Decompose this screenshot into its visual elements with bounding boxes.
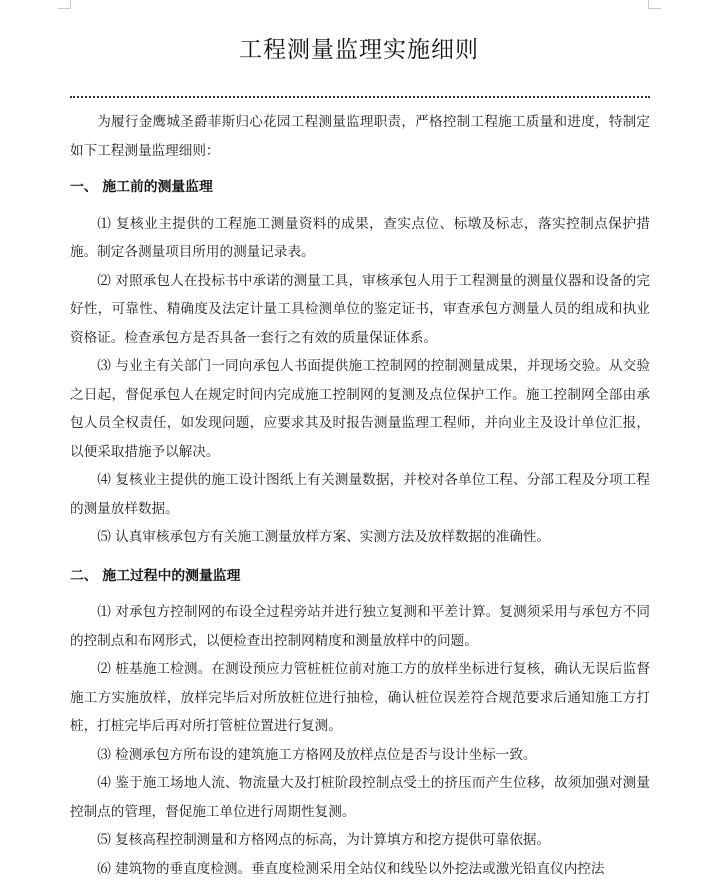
section-heading: 二、 施工过程中的测量监理 (70, 562, 650, 591)
title-divider (70, 96, 650, 98)
page-corner-mark (58, 0, 71, 9)
document-title: 工程测量监理实施细则 (0, 32, 718, 68)
section-paragraph: ⑷ 复核业主提供的施工设计图纸上有关测量数据，并校对各单位工程、分部工程及分项工程的测量放样数据。 (70, 466, 650, 523)
section-paragraph: ⑴ 复核业主提供的工程施工测量资料的成果，查实点位、标墩及标志，落实控制点保护措施。制定各测量项目所用的测量记录表。 (70, 210, 650, 267)
section-paragraph: ⑵ 对照承包人在投标书中承诺的测量工具，审核承包人用于工程测量的测量仪器和设备的完好性，可靠性、精确度及法定计量工具检测单位的鉴定证书，审查承包方测量人员的组成和执业资格证。检查承包方是否具备一套行之有效的质量保证体系。 (70, 267, 650, 353)
section-paragraph: ⑷ 鉴于施工场地人流、物流量大及打桩阶段控制点受土的挤压而产生位移，故须加强对测量控制点的管理，督促施工单位进行周期性复测。 (70, 769, 650, 826)
section-heading: 一、 施工前的测量监理 (70, 173, 650, 202)
section-paragraph: ⑵ 桩基施工检测。在测设预应力管桩桩位前对施工方的放样坐标进行复核，确认无误后监督施工方实施放样，放样完毕后对所放桩位进行抽检，确认桩位误差符合规范要求后通知施工方打桩，打桩完毕后再对所打管桩位置进行复测。 (70, 655, 650, 741)
page-corner-mark (648, 0, 661, 9)
section-paragraph: ⑸ 认真审核承包方有关施工测量放样方案、实测方法及放样数据的准确性。 (70, 523, 650, 552)
section-paragraph: ⑶ 检测承包方所布设的建筑施工方格网及放样点位是否与设计坐标一致。 (70, 741, 650, 770)
section-paragraph: ⑶ 与业主有关部门一同向承包人书面提供施工控制网的控制测量成果，并现场交验。从交验之日起，督促承包人在规定时间内完成施工控制网的复测及点位保护工作。施工控制网全部由承包人员全权责任，如发现问题，应要求其及时报告测量监理工程师，并向业主及设计单位汇报，以便采取措施予以解决。 (70, 352, 650, 466)
document-body (70, 108, 650, 883)
section-paragraph: ⑸ 复核高程控制测量和方格网点的标高，为计算填方和挖方提供可靠依据。 (70, 826, 650, 855)
section-paragraph: ⑴ 对承包方控制网的布设全过程旁站并进行独立复测和平差计算。复测须采用与承包方不同的控制点和布网形式，以便检查出控制网精度和测量放样中的问题。 (70, 598, 650, 655)
section-paragraph: ⑹ 建筑物的垂直度检测。垂直度检测采用全站仪和线坠以外挖法或激光铅直仪内控法 (70, 855, 650, 883)
intro-paragraph: 为履行金鹰城圣爵菲斯归心花园工程测量监理职责，严格控制工程施工质量和进度，特制定如下工程测量监理细则： (70, 108, 650, 165)
